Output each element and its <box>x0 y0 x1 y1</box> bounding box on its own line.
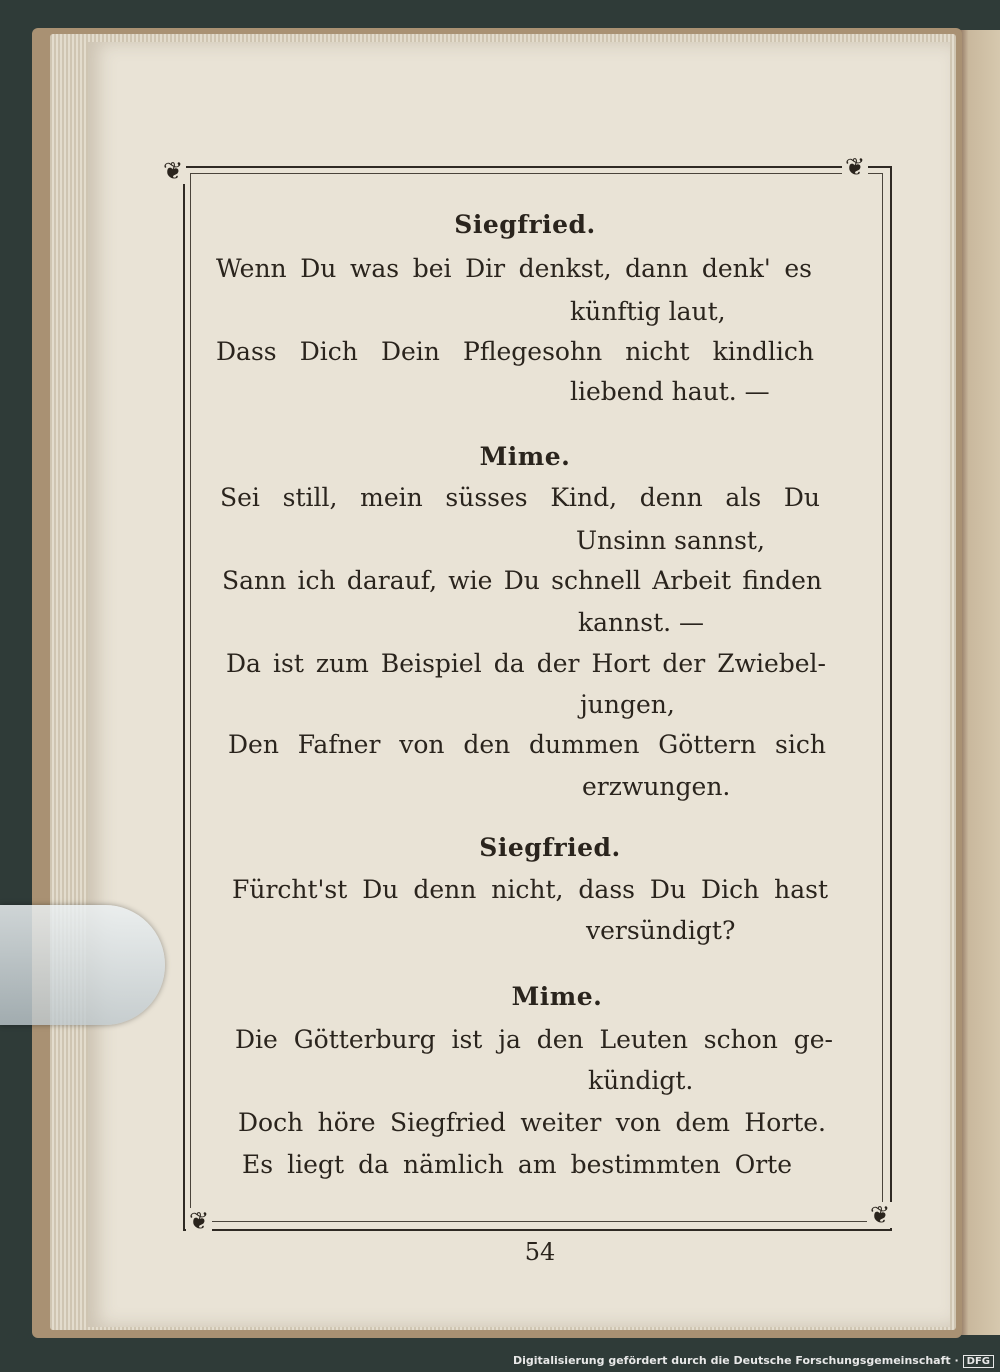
verse-line: Den Fafner von den dummen Göttern sich <box>228 730 826 759</box>
verse-line: Es liegt da nämlich am bestimmten Orte <box>242 1150 792 1179</box>
verse-line: kannst. — <box>578 608 705 637</box>
speaker-heading: Siegfried. <box>479 833 621 862</box>
fleuron-ornament-icon: ❦ <box>867 1202 893 1228</box>
verse-line: Sei still, mein süsses Kind, denn als Du <box>220 483 820 512</box>
verse-line: Sann ich darauf, wie Du schnell Arbeit finden <box>222 566 822 595</box>
verse-line: Dass Dich Dein Pflegesohn nicht kindlich <box>216 337 814 366</box>
speaker-heading: Siegfried. <box>454 210 596 239</box>
verse-line: kündigt. <box>588 1066 694 1095</box>
verse-line: erzwungen. <box>582 772 731 801</box>
verse-line: Die Götterburg ist ja den Leuten schon ge- <box>235 1025 833 1054</box>
dfg-logo: DFG <box>963 1355 994 1368</box>
credit-text: Digitalisierung gefördert durch die Deutsche Forschungsgemeinschaft · <box>512 1354 959 1367</box>
page-text <box>200 200 850 1200</box>
page-holder-clip <box>0 905 165 1025</box>
fleuron-ornament-icon: ❦ <box>160 158 186 184</box>
verse-line: Fürcht'st Du denn nicht, dass Du Dich hast <box>232 875 828 904</box>
verse-line: Doch höre Siegfried weiter von dem Horte. <box>238 1108 826 1137</box>
speaker-heading: Mime. <box>511 982 603 1011</box>
verse-line: versündigt? <box>586 916 736 945</box>
verse-line: jungen, <box>580 690 675 719</box>
fleuron-ornament-icon: ❦ <box>186 1208 212 1234</box>
verse-line: Wenn Du was bei Dir denkst, dann denk' es <box>216 254 812 283</box>
verse-line: Unsinn sannst, <box>576 526 765 555</box>
page-number: 54 <box>524 1238 556 1266</box>
speaker-heading: Mime. <box>479 442 571 471</box>
fleuron-ornament-icon: ❦ <box>842 154 868 180</box>
verse-line: Da ist zum Beispiel da der Hort der Zwiebel- <box>226 649 826 678</box>
digitization-credit <box>513 1354 994 1368</box>
verse-line: liebend haut. — <box>570 377 770 406</box>
verse-line: künftig laut, <box>570 297 726 326</box>
